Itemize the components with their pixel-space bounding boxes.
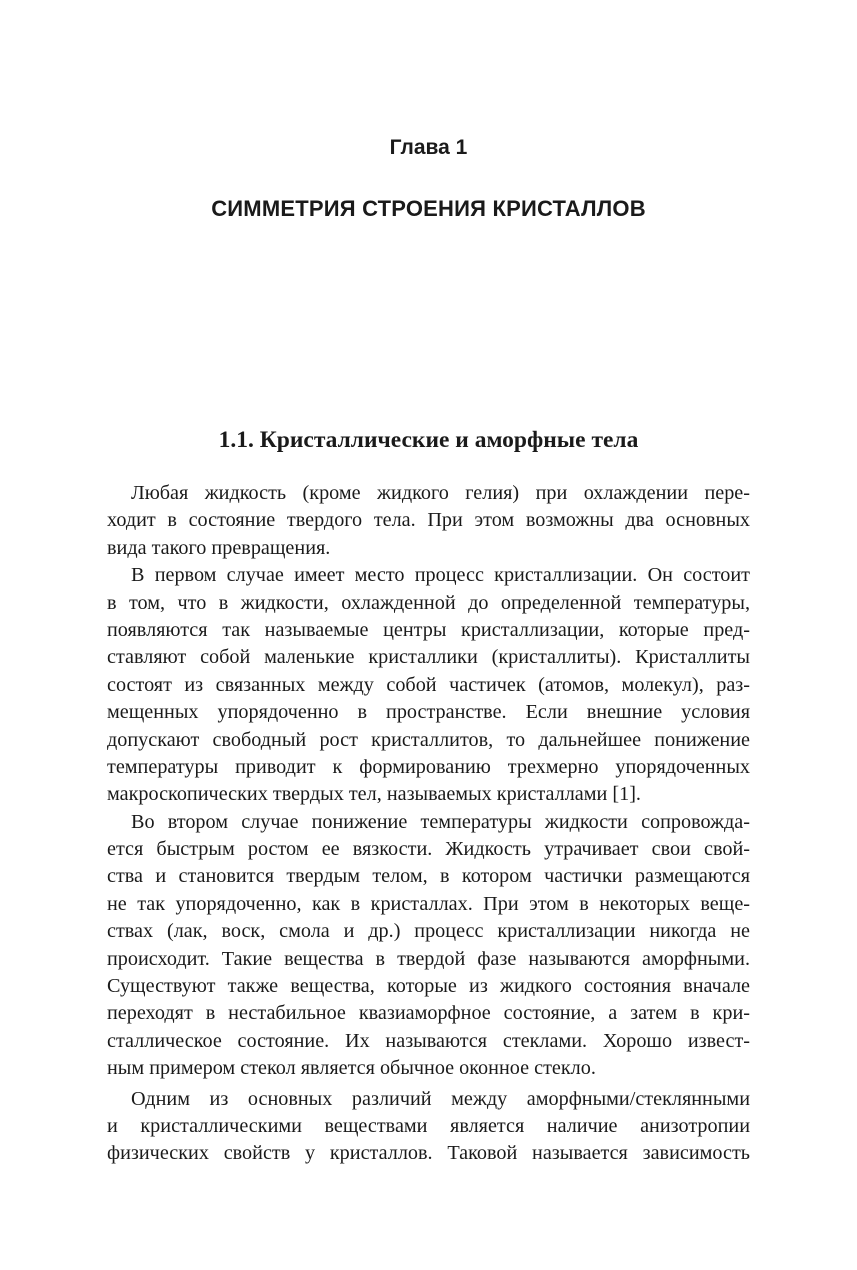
text-line: Любая жидкость (кроме жидкого гелия) при охлаждении пере- [131, 482, 750, 504]
text-line: состоят из связанных между собой частичек (атомов, молекул), раз- [107, 673, 750, 696]
paragraph-3 [107, 809, 750, 1083]
text-line: Существуют также вещества, которые из жидкого состояния вначале [107, 975, 750, 998]
section-title: 1.1. Кристаллические и аморфные тела [218, 427, 639, 453]
text-line: переходят в нестабильное квазиаморфное состояние, а затем в кри- [107, 1002, 750, 1025]
text-line: появляются так называемые центры кристаллизации, которые пред- [107, 618, 750, 641]
text-line: сталлическое состояние. Их называются стеклами. Хорошо извест- [107, 1029, 750, 1052]
text-line: мещенных упорядоченно в пространстве. Если внешние условия [107, 701, 750, 724]
text-line: ным примером стекол является обычное оконное стекло. [107, 1057, 596, 1080]
text-line: физических свойств у кристаллов. Таковой называется зависимость [107, 1142, 750, 1165]
text-line: происходит. Такие вещества в твердой фазе называются аморфными. [107, 947, 750, 970]
text-line: ется быстрым ростом ее вязкости. Жидкость утрачивает свои свой- [107, 838, 750, 861]
text-line: ставляют собой маленькие кристаллики (кристаллиты). Кристаллиты [107, 646, 750, 669]
text-line: и кристаллическими веществами является наличие анизотропии [107, 1114, 750, 1137]
paragraph-2 [107, 562, 750, 809]
chapter-label: Глава 1 [389, 136, 468, 159]
text-line: температуры приводит к формированию трехмерно упорядоченных [107, 755, 750, 778]
text-line: Во втором случае понижение температуры жидкости сопровожда- [131, 810, 750, 833]
text-line: макроскопических твердых тел, называемых кристаллами [1]. [107, 783, 641, 806]
text-line: вида такого превращения. [107, 536, 331, 559]
text-line: ства и становится твердым телом, в котором частички размещаются [107, 865, 750, 888]
body-text [107, 480, 750, 1168]
text-line: В первом случае имеет место процесс кристаллизации. Он состоит [131, 564, 750, 587]
text-line: в том, что в жидкости, охлажденной до определенной температуры, [107, 591, 750, 614]
paragraph-1 [107, 480, 750, 562]
text-line: не так упорядоченно, как в кристаллах. При этом в некоторых веще- [107, 892, 750, 915]
chapter-title: СИММЕТРИЯ СТРОЕНИЯ КРИСТАЛЛОВ [211, 196, 646, 221]
text-line: Одним из основных различий между аморфными/стеклянными [131, 1087, 750, 1110]
text-line: ствах (лак, воск, смола и др.) процесс кристаллизации никогда не [107, 920, 750, 943]
text-line: ходит в состояние твердого тела. При этом возможны два основных [107, 509, 750, 532]
text-line: допускают свободный рост кристаллитов, то дальнейшее понижение [107, 728, 750, 751]
paragraph-4 [107, 1086, 750, 1168]
